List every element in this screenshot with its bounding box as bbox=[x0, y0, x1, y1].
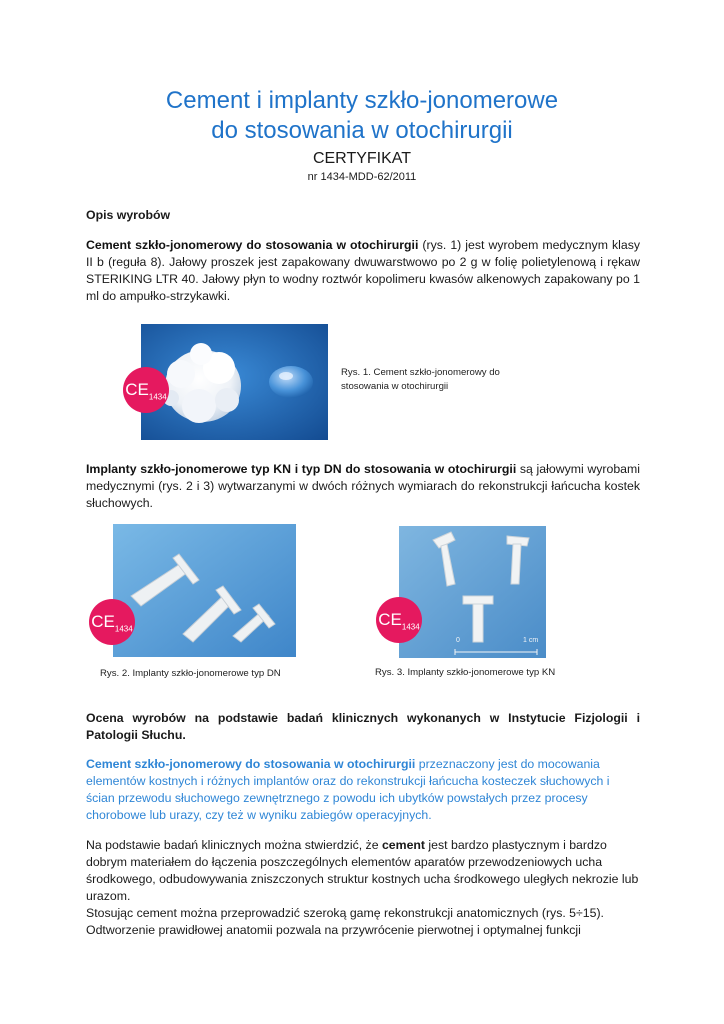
clinical-text-bold: cement bbox=[381, 838, 426, 852]
fig1-caption: Rys. 1. Cement szkło-jonomerowy do stosowania w otochirurgii bbox=[341, 367, 500, 392]
page-title-line2: do stosowania w otochirurgii bbox=[211, 117, 513, 144]
page-title-line1: Cement i implanty szkło-jonomerowe bbox=[165, 87, 559, 114]
implants-lead: Implanty szkło-jonomerowe typ KN i typ DN do stosowania w otochirurgii bbox=[86, 462, 517, 476]
clinical-text-after: jest bardzo plastycznym i bardzo dobrym materiałem do łączenia poszczególnych elementów aparatów przewodzeniowych ucha środkowego, odbudowywania zniszczonych struktur kostnych ucha środkowego uległych nekrozie lub urazom. bbox=[86, 838, 639, 903]
cement-text: (rys. 1) jest wyrobem medycznym klasy II b (reguła 8). Jałowy proszek jest zapakowany dwuwarstwowo po 2 g w folię polietylenową i rękaw STERIKING LTR 40. Jałowy płyn to wodny roztwór kopolimeru kwasów alkenowych zapakowany po 1 ml do ampułko-strzykawki. bbox=[86, 238, 640, 303]
fig2-implants-dn-photo bbox=[113, 524, 296, 657]
scale-bar-end: 1 cm bbox=[523, 637, 539, 644]
anatomy-paragraph: Odtworzenie prawidłowej anatomii pozwala na przywrócenie pierwotnej i optymalnej funkcji bbox=[86, 923, 581, 937]
implants-dn-image bbox=[113, 524, 296, 657]
fig1-cement-photo bbox=[141, 324, 328, 440]
section-heading-evaluation: Ocena wyrobów na podstawie badań klinicznych wykonanych w Instytucie Fizjologii i Patologii Słuchu. bbox=[86, 711, 640, 742]
section-heading-products: Opis wyrobów bbox=[86, 208, 171, 222]
cement-purpose-lead: Cement szkło-jonomerowy do stosowania w otochirurgii bbox=[86, 757, 416, 771]
cement-purpose-text: przeznaczony jest do mocowania elementów kostnych i różnych implantów oraz do rekonstrukcji łańcucha kosteczek słuchowych i ścian przewodu słuchowego zewnętrznego z powodu ich ubytków powstałych przez procesy chorobowe lub urazy, czy też w wyniku zabiegów operacyjnych. bbox=[86, 757, 610, 822]
cement-powder-image bbox=[141, 324, 328, 440]
scale-bar-start: 0 bbox=[456, 637, 460, 644]
fig3-caption: Rys. 3. Implanty szkło-jonomerowe typ KN bbox=[375, 667, 556, 678]
clinical-findings-paragraph bbox=[86, 837, 640, 905]
cement-purpose-paragraph bbox=[86, 756, 640, 824]
clinical-text-before: Na podstawie badań klinicznych można stwierdzić, że bbox=[86, 838, 382, 852]
cement-description bbox=[86, 237, 640, 305]
implants-text: są jałowymi wyrobami medycznymi (rys. 2 i 3) wytwarzanymi w dwóch różnych wymiarach do rekonstrukcji łańcucha kostek słuchowych. bbox=[86, 462, 640, 510]
certificate-number: nr 1434-MDD-62/2011 bbox=[307, 171, 417, 183]
cement-lead: Cement szkło-jonomerowy do stosowania w otochirurgii bbox=[86, 238, 419, 252]
implants-description bbox=[86, 461, 640, 512]
fig3-implants-kn-photo bbox=[399, 526, 546, 658]
ce-mark-fig1: $CE_{1434}$ bbox=[123, 367, 169, 413]
ce-mark-fig3: $CE_{1434}$ bbox=[376, 597, 422, 643]
reconstruction-paragraph: Stosując cement można przeprowadzić szeroką gamę rekonstrukcji anatomicznych (rys. 5÷15). bbox=[86, 906, 604, 920]
fig2-caption: Rys. 2. Implanty szkło-jonomerowe typ DN bbox=[100, 668, 281, 679]
certificate-label: CERTYFIKAT bbox=[312, 150, 412, 167]
ce-mark-fig2: $CE_{1434}$ bbox=[89, 599, 135, 645]
